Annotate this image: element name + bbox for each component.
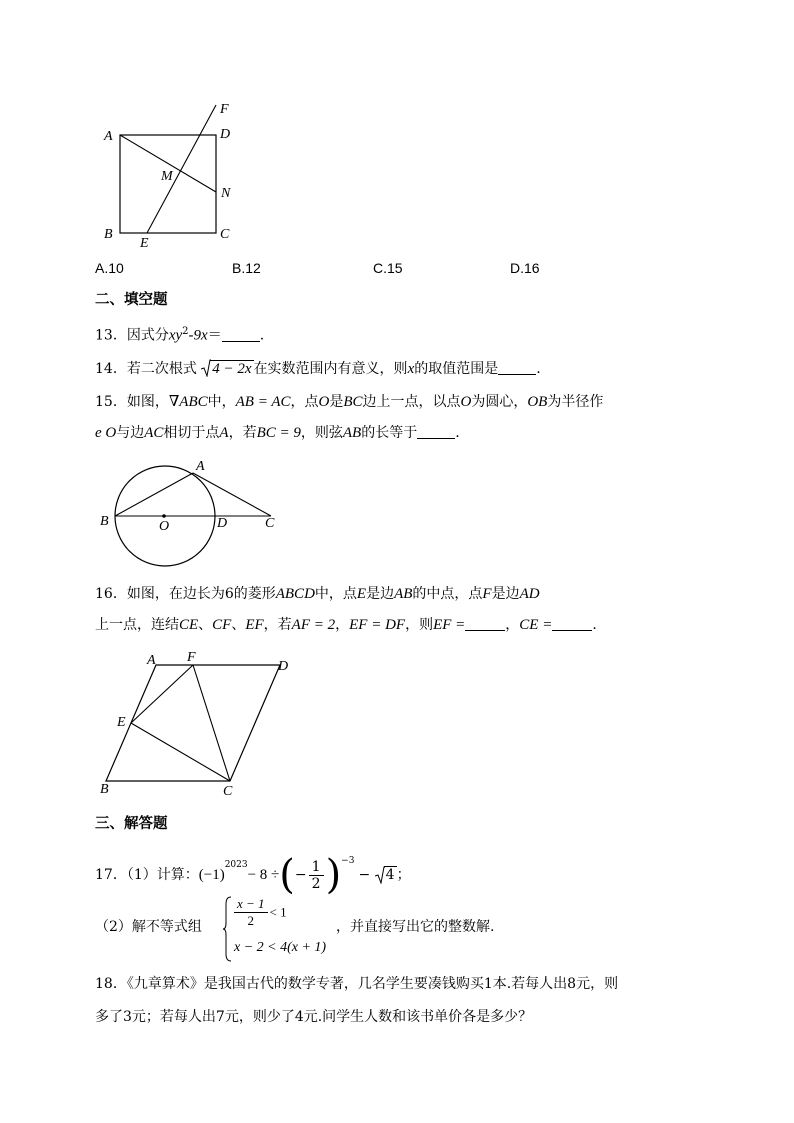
segment-ba [115,473,193,516]
choice-b: B.12 [232,260,261,276]
question-15-line-1 [95,392,603,412]
q17-part1-prefix: 17．（1）计算： [95,867,199,883]
figure-rhombus [95,646,300,801]
q17-sqrt [375,866,397,884]
figure-circle [95,455,285,570]
q14-end: . [536,361,541,377]
question-17-part-2-prefix [95,917,202,937]
q15-end: . [455,425,460,441]
q16-u2: 、 [198,617,213,633]
figure-square-abcd [100,95,240,255]
q17-part2-prefix: （2）解不等式组 [95,919,202,935]
question-16-line-2 [95,615,597,635]
q16-ab: AB [394,586,413,602]
label-n: N [221,186,231,201]
q14-text-c: 的取值范围是 [414,361,499,377]
q15-t4: ，点 [290,394,319,410]
q15-o2: O [460,394,472,410]
q16-u4: 、 [231,617,246,633]
q16-ef-eq-df: EF = DF [349,617,406,633]
q15-ac: AC [144,425,164,441]
q16-af-eq-2: AF = 2 [291,617,336,633]
q15-ab-eq-ac: AB = AC [235,394,291,410]
label-c: C [220,227,230,242]
q14-answer-blank[interactable] [498,360,536,375]
q16-t4: 是边 [366,586,395,602]
q16-u8: ， [335,617,350,633]
q17-root: 4 [385,867,395,883]
label-b2: B [100,514,109,529]
q15-u9: 的长等于 [361,425,418,441]
q16-u10: ，则 [405,617,434,633]
q16-f: F [482,586,492,602]
choice-a: A.10 [95,260,124,276]
q15-circle-o: e O [95,425,117,441]
q15-answer-blank[interactable] [417,424,455,439]
q17-expr-c: − [358,867,371,883]
sqrt-sign-icon [201,359,211,377]
q16-ce-answer-blank[interactable] [552,616,592,631]
segment-fc [193,665,230,781]
q17-exponent: 2023 [224,860,248,870]
label-f: F [220,102,229,117]
inequality-1 [232,896,287,929]
q16-t6: 的中点，点 [412,586,483,602]
label-d3: D [278,659,289,674]
q14-text-b: 在实数范围内有意义，则 [253,361,408,377]
question-13 [95,322,264,346]
label-b: B [104,227,113,242]
inequality-2: x − 2 < 4(x + 1) [234,940,327,955]
q15-t2: 中， [207,394,236,410]
q13-end: . [259,327,265,344]
ineq1-den: 2 [247,913,255,928]
q17-left-paren: ( [279,852,295,898]
q16-t0: 16．如图，在边长为6的菱形 [95,586,276,602]
q16-u12: ， [505,617,520,633]
q16-u0: 上一点，连结 [95,617,179,633]
q16-end: . [592,617,597,633]
label-e3: E [117,715,126,730]
q15-u1: 与边 [116,425,145,441]
label-f3: F [187,650,196,665]
section-2-heading: 二、填空题 [95,292,168,308]
figure-circle-svg [95,455,285,570]
ineq1-rel: < 1 [269,904,287,920]
segment-ac [193,473,271,516]
q16-ef-answer-blank[interactable] [465,616,505,631]
sqrt-sign-icon-2 [375,866,385,884]
q17-expr-b: − 8 ÷ [247,867,280,883]
q16-e: E [356,586,367,602]
rhombus-abcd [106,665,280,781]
q15-ab: AB [342,425,362,441]
q15-u5: ，若 [228,425,257,441]
q12-choices [95,258,695,278]
q16-ce: CE [179,617,199,633]
q13-exponent: 2 [182,326,189,337]
q15-t10: 为圆心， [471,394,528,410]
q14-text-a: 14．若二次根式 [95,361,197,377]
segment-ef [147,105,216,233]
q13-text: 13．因式分 [95,327,169,344]
label-b3: B [100,782,109,797]
q16-ef-eq: EF = [433,617,466,633]
question-17-part-1 [95,843,411,898]
question-14 [95,359,541,379]
question-18-line-1: 18．《九章算术》是我国古代的数学专著，几名学生要凑钱购买1本.若每人出8元，则 [95,976,619,992]
q17-frac-num: 1 [309,859,324,876]
q16-t2: 中，点 [314,586,357,602]
q15-t12: 为半径作 [547,394,604,410]
q17-part1-end: ； [396,867,411,883]
label-d2: D [217,516,228,531]
question-16-line-1 [95,584,540,604]
question-15-line-2 [95,423,460,443]
q15-ob: OB [527,394,548,410]
q14-var: x [407,361,415,377]
figure-rhombus-svg [95,646,300,801]
q17-exponent-2: −3 [341,856,355,866]
q13-expr2: -9x [188,327,208,344]
q16-t8: 是边 [491,586,520,602]
q15-u7: ，则弦 [300,425,343,441]
q17-frac-den: 2 [311,875,321,892]
segment-ec [131,723,230,781]
q16-ad: AD [519,586,540,602]
question-18-line-2: 多了3元；若每人出7元，则少了4元.问学生人数和该书单价各是多少？ [95,1009,533,1025]
q13-answer-blank[interactable] [222,327,260,342]
q15-o: O [318,394,330,410]
ineq1-num: x − 1 [234,896,268,913]
q15-bc: BC [343,394,363,410]
q15-a: A [219,425,229,441]
q16-u6: ，若 [263,617,292,633]
label-a3: A [147,653,156,668]
q16-ef: EF [245,617,264,633]
segment-ef [131,665,193,723]
q17-part2-suffix: ，并直接写出它的整数解. [336,919,495,935]
label-e: E [140,236,149,251]
q15-u3: 相切于点 [163,425,220,441]
choice-c: C.15 [373,260,403,276]
center-point [162,514,166,518]
q15-t8: 边上一点，以点 [362,394,461,410]
label-m: M [161,169,173,184]
q13-expr: xy [168,327,183,344]
label-d: D [220,127,231,142]
label-c2: C [265,516,275,531]
q15-t6: 是 [329,394,344,410]
figure-square-svg [100,95,240,255]
q16-cf: CF [212,617,232,633]
q15-bc-eq-9: BC = 9 [256,425,301,441]
q17-expr-a: (−1) [198,867,225,883]
left-brace-icon [222,896,232,962]
section-3-heading: 三、解答题 [95,816,168,832]
q15-t0: 15．如图， [95,394,169,410]
q14-radicand: 4 − 2x [212,361,252,377]
choice-d: D.16 [510,260,540,276]
ineq1-fraction [234,896,268,929]
q17-right-paren: ) [325,852,342,898]
q16-abcd: ABCD [275,586,315,602]
q17-neg: − [294,867,307,883]
label-o: O [159,519,170,534]
q14-sqrt [201,359,253,379]
label-a: A [104,129,113,144]
q16-ce-eq: CE = [519,617,553,633]
label-a2: A [196,459,205,474]
q17-fraction [309,859,324,892]
q15-triangle: ∇ABC [168,394,208,410]
label-c3: C [223,784,233,799]
q13-equals: ＝ [207,327,222,344]
